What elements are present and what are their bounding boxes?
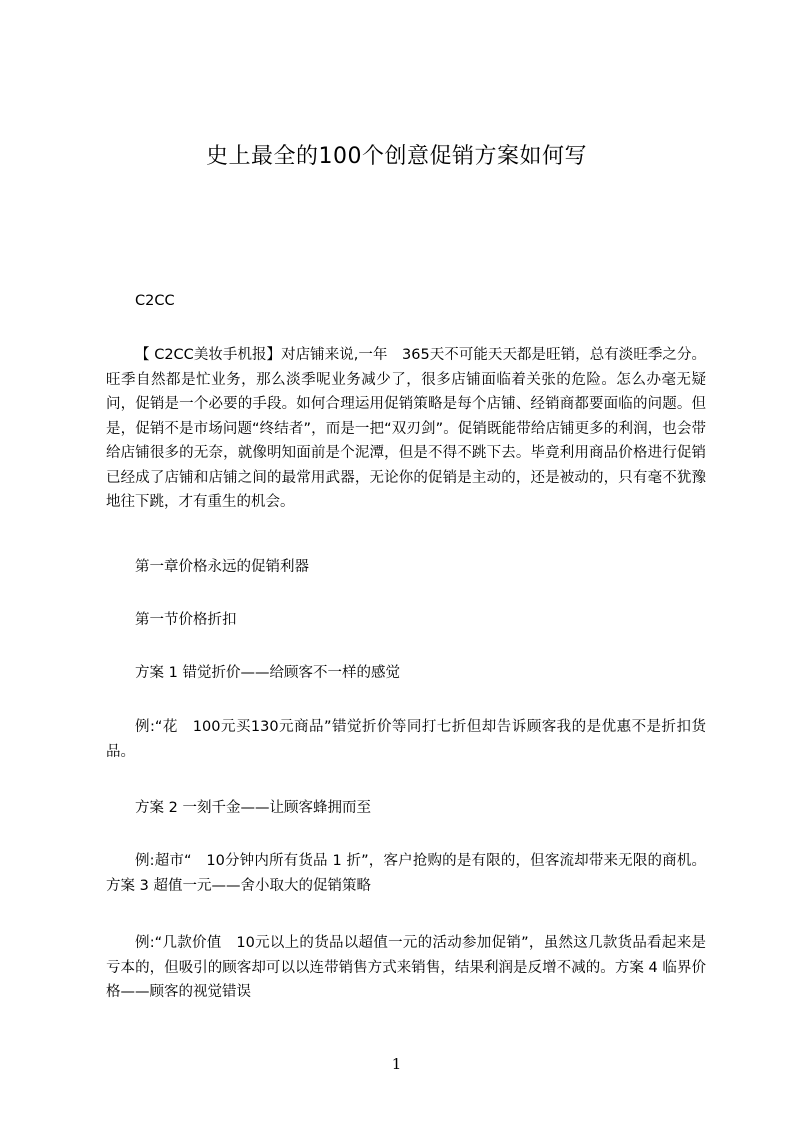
section-heading: 第一节价格折扣 — [135, 612, 237, 628]
intro-paragraph: 【 C2CC美妆手机报】对店铺来说,一年 365天不可能天天都是旺销，总有淡旺季之分。旺季自然都是忙业务，那么淡季呢业务减少了，很多店铺面临着关张的危险。怎么办毫无疑问，促销是一个必要的手段。如何合理运用促销策略是每个店铺、经销商都要面临的问题。但是，促销不是市场问题“终结者”，而是一把“双刃剑”。促销既能带给店铺更多的利润，也会带给店铺很多的无奈，就像明知面前是个泥潭，但是不得不跳下去。毕竟利用商品价格进行促销已经成了店铺和店铺之间的最常用武器，无论你的促销是主动的，还是被动的，只有毫不犹豫地往下跳，才有重生的机会。 — [106, 347, 706, 510]
plan-2-example: 例:超市“ 10分钟内所有货品 1 折”，客户抢购的是有限的，但客流却带来无限的商机。方案 3 超值一元——舍小取大的促销策略 — [106, 853, 706, 894]
plan-1-example: 例:“花 100元买130元商品”错觉折价等同打七折但却告诉顾客我的是优惠不是折扣货品。 — [106, 719, 706, 760]
page-title: 史上最全的100个创意促销方案如何写 — [206, 144, 587, 169]
plan-1-title: 方案 1 错觉折价——给顾客不一样的感觉 — [135, 665, 400, 681]
plan-3-example: 例:“几款价值 10元以上的货品以超值一元的活动参加促销”，虽然这几款货品看起来是亏本的，但吸引的顾客却可以以连带销售方式来销售，结果利润是反增不减的。方案 4 临界价格——顾客的视觉错误 — [106, 935, 706, 1000]
page-number: 1 — [391, 1055, 402, 1073]
plan-2-title: 方案 2 一刻千金——让顾客蜂拥而至 — [135, 800, 371, 816]
source-label: C2CC — [135, 293, 175, 309]
chapter-heading: 第一章价格永远的促销利器 — [135, 559, 309, 575]
